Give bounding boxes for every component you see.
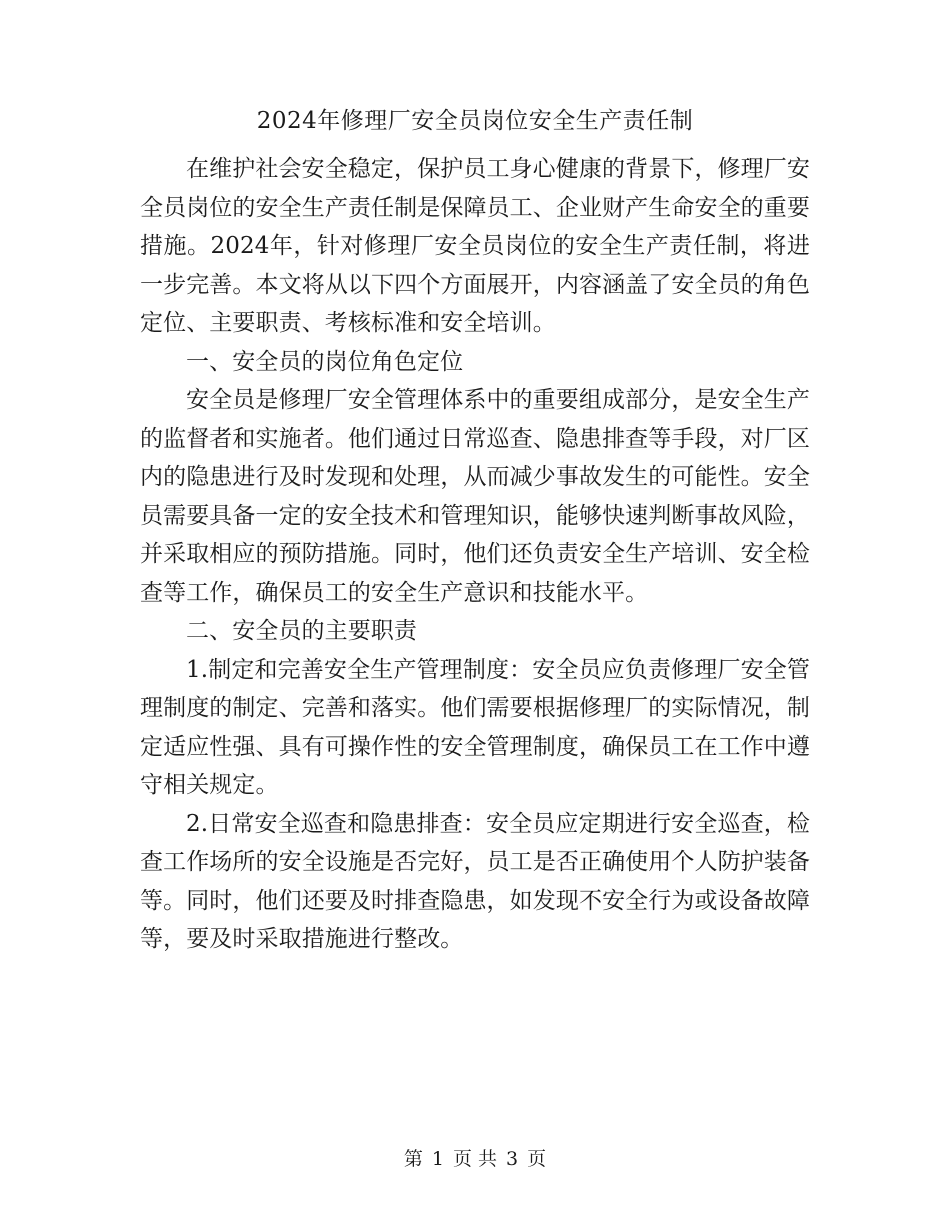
duty-item-1: 1.制定和完善安全生产管理制度：安全员应负责修理厂安全管理制度的制定、完善和落实。他们需要根据修理厂的实际情况，制定适应性强、具有可操作性的安全管理制度，确保员工在工作中遵守相关规定。: [140, 656, 810, 798]
document-body: [140, 150, 810, 959]
intro-paragraph: 在维护社会安全稳定，保护员工身心健康的背景下，修理厂安全员岗位的安全生产责任制是保障员工、企业财产生命安全的重要措施。2024年，针对修理厂安全员岗位的安全生产责任制，将进一步完善。本文将从以下四个方面展开，内容涵盖了安全员的角色定位、主要职责、考核标准和安全培训。: [140, 156, 810, 336]
footer-suffix: 页: [527, 1148, 547, 1170]
footer-total-pages: 3: [506, 1148, 519, 1170]
section-1-paragraph: 安全员是修理厂安全管理体系中的重要组成部分，是安全生产的监督者和实施者。他们通过日常巡查、隐患排查等手段，对厂区内的隐患进行及时发现和处理，从而减少事故发生的可能性。安全员需要具备一定的安全技术和管理知识，能够快速判断事故风险，并采取相应的预防措施。同时，他们还负责安全生产培训、安全检查等工作，确保员工的安全生产意识和技能水平。: [140, 387, 810, 606]
duty-item-2: 2.日常安全巡查和隐患排查：安全员应定期进行安全巡查，检查工作场所的安全设施是否完好，员工是否正确使用个人防护装备等。同时，他们还要及时排查隐患，如发现不安全行为或设备故障等，要及时采取措施进行整改。: [140, 810, 810, 952]
footer-middle: 页 共: [452, 1148, 498, 1170]
section-heading-1: 一、安全员的岗位角色定位: [186, 348, 464, 375]
footer-current-page: 1: [431, 1148, 444, 1170]
page-footer: [0, 1146, 950, 1172]
section-heading-2: 二、安全员的主要职责: [186, 618, 417, 644]
document-title: 2024年修理厂安全员岗位安全生产责任制: [256, 108, 694, 134]
footer-prefix: 第: [403, 1148, 423, 1170]
